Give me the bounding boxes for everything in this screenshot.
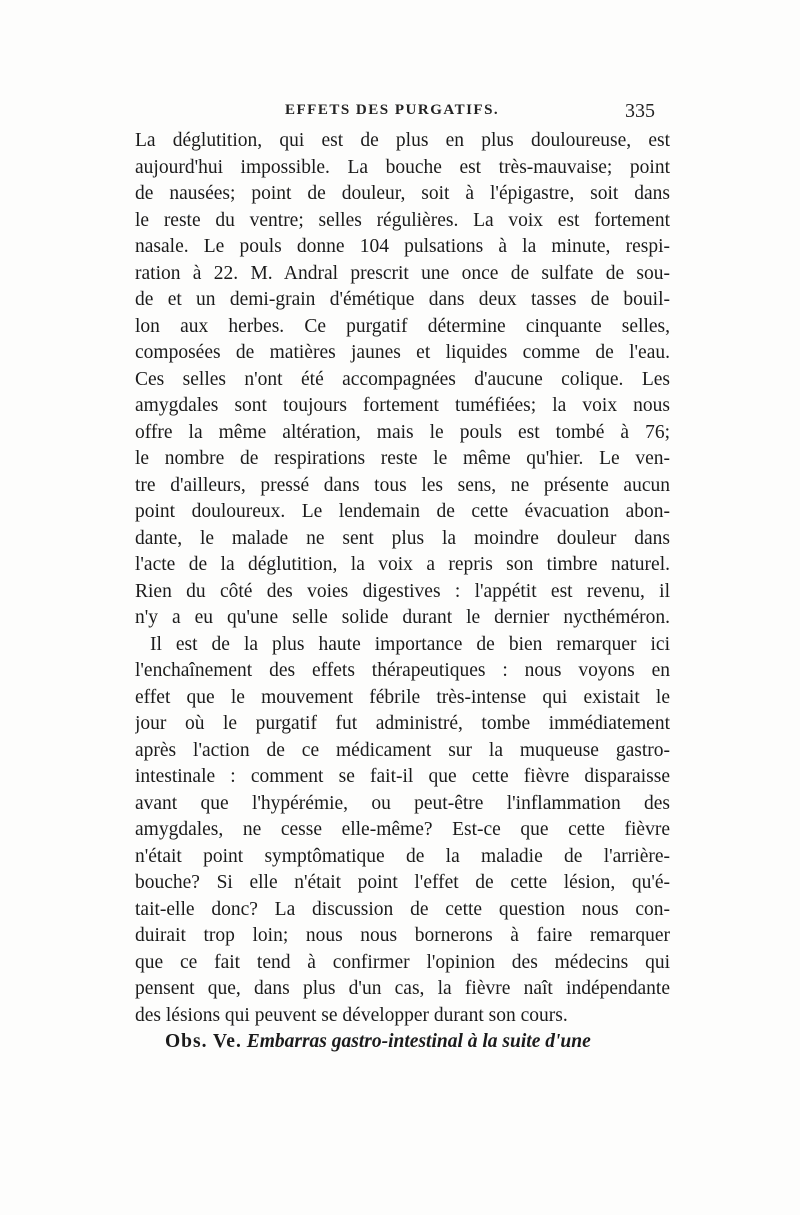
text-line: n'était point symptômatique de la maladie de l'arrière- <box>135 845 670 867</box>
page-header <box>135 100 655 124</box>
text-line: après l'action de ce médicament sur la muqueuse gastro- <box>135 739 670 761</box>
text-line: offre la même altération, mais le pouls est tombé à 76; <box>135 421 670 443</box>
text-line: dante, le malade ne sent plus la moindre douleur dans <box>135 527 670 549</box>
page-number: 335 <box>625 100 655 122</box>
text-line: l'acte de la déglutition, la voix a repris son timbre naturel. <box>135 554 670 575</box>
paragraph-1 <box>135 128 670 632</box>
text-line: nasale. Le pouls donne 104 pulsations à la minute, respi- <box>135 236 670 257</box>
text-line: jour où le purgatif fut administré, tombe immédiatement <box>135 713 670 734</box>
text-line: tre d'ailleurs, pressé dans tous les sens, ne présente aucun <box>135 474 670 496</box>
text-line: aujourd'hui impossible. La bouche est très-mauvaise; point <box>135 156 670 178</box>
text-line: effet que le mouvement fébrile très-intense qui existait le <box>135 686 670 708</box>
running-title: EFFETS DES PURGATIFS. <box>285 102 500 118</box>
text-line: de nausées; point de douleur, soit à l'épigastre, soit dans <box>135 183 670 204</box>
text-line: pensent que, dans plus d'un cas, la fièvre naît indépendante <box>135 978 670 999</box>
text-line: Ces selles n'ont été accompagnées d'aucune colique. Les <box>135 368 670 390</box>
text-line: Il est de la plus haute importance de bien remarquer ici <box>150 633 670 655</box>
observation-heading <box>135 1029 670 1056</box>
text-line: lon aux herbes. Ce purgatif détermine cinquante selles, <box>135 315 670 337</box>
text-line: que ce fait tend à confirmer l'opinion des médecins qui <box>135 951 670 973</box>
text-line: Rien du côté des voies digestives : l'appétit est revenu, il <box>135 580 670 602</box>
text-line: bouche? Si elle n'était point l'effet de cette lésion, qu'é- <box>135 872 670 893</box>
body-text <box>135 128 670 1056</box>
text-line: des lésions qui peuvent se développer durant son cours. <box>135 1004 568 1026</box>
text-line: n'y a eu qu'une selle solide durant le dernier nycthéméron. <box>135 607 670 628</box>
text-line: composées de matières jaunes et liquides comme de l'eau. <box>135 342 670 363</box>
text-line: le reste du ventre; selles régulières. La voix est fortement <box>135 209 670 231</box>
text-line: avant que l'hypérémie, ou peut-être l'inflammation des <box>135 792 670 814</box>
observation-label: Obs. Ve. <box>165 1031 242 1052</box>
text-line: tait-elle donc? La discussion de cette question nous con- <box>135 898 670 920</box>
text-line: intestinale : comment se fait-il que cette fièvre disparaisse <box>135 766 670 787</box>
text-line: ration à 22. M. Andral prescrit une once de sulfate de sou- <box>135 262 670 284</box>
text-line: de et un demi-grain d'émétique dans deux tasses de bouil- <box>135 289 670 310</box>
text-line: amygdales sont toujours fortement tuméfiées; la voix nous <box>135 395 670 416</box>
text-line: La déglutition, qui est de plus en plus douloureuse, est <box>135 130 670 151</box>
text-line: point douloureux. Le lendemain de cette évacuation abon- <box>135 501 670 522</box>
observation-title: Embarras gastro-intestinal à la suite d'une <box>246 1031 591 1052</box>
text-line: amygdales, ne cesse elle-même? Est-ce que cette fièvre <box>135 819 670 840</box>
text-line: l'enchaînement des effets thérapeutiques : nous voyons en <box>135 660 670 681</box>
text-line: duirait trop loin; nous nous bornerons à faire remarquer <box>135 925 670 946</box>
paragraph-2 <box>135 632 670 1030</box>
text-line: le nombre de respirations reste le même qu'hier. Le ven- <box>135 448 670 469</box>
